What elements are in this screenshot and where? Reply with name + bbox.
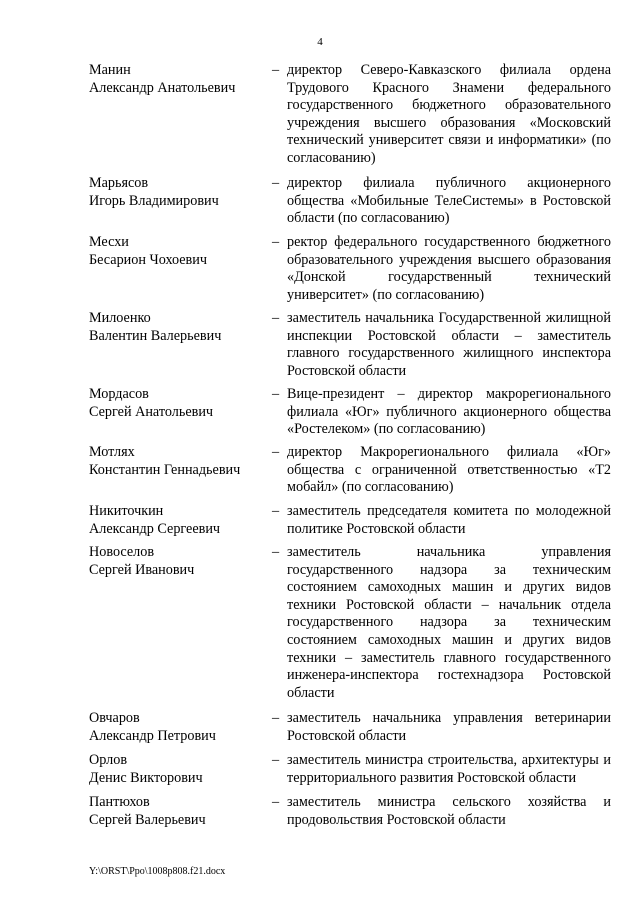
member-given-names: Александр Петрович — [89, 727, 216, 744]
document-file-path: Y:\ORST\Ppo\1008p808.f21.docx — [89, 866, 226, 877]
member-name — [89, 62, 274, 97]
member-position: заместитель министра сельского хозяйства и продовольствия Ростовской области — [287, 794, 611, 828]
dash-separator: – — [272, 444, 280, 460]
member-surname: Манин — [89, 62, 131, 78]
member-name — [89, 544, 274, 579]
member-surname: Овчаров — [89, 710, 140, 726]
dash-separator: – — [272, 752, 280, 768]
member-name — [89, 444, 274, 479]
member-position: директор Северо-Кавказского филиала ордена Трудового Красного Знамени федерального государственного бюджетного образовательного учреждения высшего образования «Московский технический университет связи и информатики» (по согласованию) — [287, 62, 611, 166]
member-given-names: Александр Анатольевич — [89, 79, 236, 96]
member-surname: Мотлях — [89, 444, 135, 460]
member-position: заместитель начальника Государственной жилищной инспекции Ростовской области – заместитель главного государственного жилищного инспектора Ростовской области — [287, 310, 611, 379]
member-surname: Орлов — [89, 752, 128, 768]
member-given-names: Сергей Анатольевич — [89, 403, 214, 420]
member-surname: Мордасов — [89, 386, 149, 402]
member-name — [89, 175, 274, 210]
member-surname: Никиточкин — [89, 503, 164, 519]
member-given-names: Денис Викторович — [89, 769, 203, 786]
member-position: заместитель начальника управления государственного надзора за техническим состоянием самоходных машин и других видов техники Ростовской области – начальник отдела государственного надзора за техническим состоянием самоходных машин и других видов техники – заместитель главного государственного инженера-инспектора гостехнадзора Ростовской области — [287, 544, 611, 701]
member-surname: Пантюхов — [89, 794, 150, 810]
member-position: директор филиала публичного акционерного общества «Мобильные ТелеСистемы» в Ростовской области (по согласованию) — [287, 175, 611, 227]
member-position: заместитель министра строительства, архитектуры и территориального развития Ростовской области — [287, 752, 611, 786]
member-surname: Месхи — [89, 234, 129, 250]
dash-separator: – — [272, 310, 280, 326]
dash-separator: – — [272, 386, 280, 402]
member-name — [89, 310, 274, 345]
member-position: заместитель начальника управления ветеринарии Ростовской области — [287, 710, 611, 744]
member-name — [89, 234, 274, 269]
dash-separator: – — [272, 234, 280, 250]
member-surname: Новоселов — [89, 544, 155, 560]
member-name — [89, 386, 274, 421]
member-name — [89, 794, 274, 829]
member-position: заместитель председателя комитета по молодежной политике Ростовской области — [287, 503, 611, 537]
dash-separator: – — [272, 503, 280, 519]
dash-separator: – — [272, 710, 280, 726]
member-name — [89, 710, 274, 745]
member-given-names: Константин Геннадьевич — [89, 461, 241, 478]
member-position: ректор федерального государственного бюджетного образовательного учреждения высшего образования «Донской государственный технический университет» (по согласованию) — [287, 234, 611, 303]
member-given-names: Валентин Валерьевич — [89, 327, 222, 344]
member-surname: Милоенко — [89, 310, 151, 326]
member-surname: Марьясов — [89, 175, 149, 191]
member-name — [89, 752, 274, 787]
member-given-names: Сергей Иванович — [89, 561, 195, 578]
member-name — [89, 503, 274, 538]
member-position: Вице-президент – директор макрорегионального филиала «Юг» публичного акционерного общества «Ростелеком» (по согласованию) — [287, 386, 611, 438]
member-given-names: Бесарион Чохоевич — [89, 251, 207, 268]
dash-separator: – — [272, 175, 280, 191]
page-number: 4 — [317, 36, 323, 48]
member-given-names: Игорь Владимирович — [89, 192, 219, 209]
dash-separator: – — [272, 794, 280, 810]
dash-separator: – — [272, 544, 280, 560]
member-given-names: Сергей Валерьевич — [89, 811, 206, 828]
member-given-names: Александр Сергеевич — [89, 520, 221, 537]
member-position: директор Макрорегионального филиала «Юг» общества с ограниченной ответственностью «Т2 мобайл» (по согласованию) — [287, 444, 611, 496]
dash-separator: – — [272, 62, 280, 78]
